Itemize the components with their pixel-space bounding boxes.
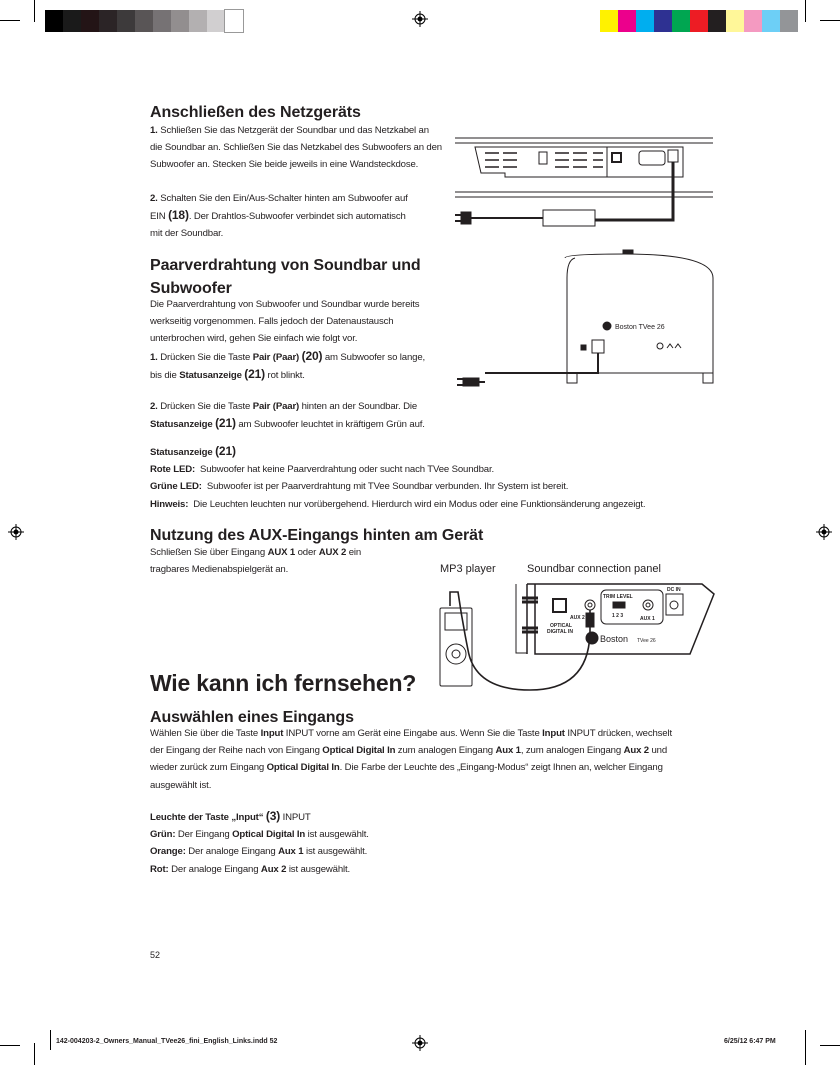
color-swatch	[744, 10, 762, 32]
color-swatch	[654, 10, 672, 32]
text: Schließen Sie das Netzgerät der Soundbar und das Netzkabel an die Soundbar an. Schließen Sie das Netzkabel des Subwoofers an den Subwoofer an. Stecken Sie beide jeweils in eine Wandsteckdose.	[150, 125, 442, 171]
text: rot blinkt.	[265, 369, 305, 381]
bold-text: Rote LED:	[150, 464, 196, 476]
bold-text: Hinweis:	[150, 498, 189, 510]
crop-mark	[805, 0, 806, 22]
section-heading-power: Anschließen des Netzgeräts	[150, 104, 361, 121]
text: INPUT	[282, 812, 311, 823]
reference-number: (18)	[168, 208, 189, 223]
bold-text: Aux 2	[623, 745, 649, 757]
text: Drücken Sie die Taste	[157, 401, 253, 412]
text: , zum analogen Eingang	[520, 745, 624, 757]
subwoofer-diagram	[455, 248, 717, 393]
color-swatch	[153, 10, 171, 32]
power-step-2	[150, 190, 408, 243]
text: Wählen Sie über die Taste	[150, 728, 261, 739]
text: oder	[295, 547, 319, 558]
mp3-player-label: MP3 player	[440, 563, 496, 575]
panel-brand: Boston	[600, 634, 629, 644]
input-instructions	[150, 725, 672, 794]
color-swatch	[672, 10, 690, 32]
text: Die Leuchten leuchten nur vorübergehend. Hierdurch wird ein Modus oder eine Funktionsänderung angezeigt.	[188, 498, 646, 510]
color-swatch	[63, 10, 81, 32]
panel-optical-label: OPTICAL	[550, 623, 572, 629]
bold-text: Rot:	[150, 863, 169, 875]
footer-filename: 142-004203-2_Owners_Manual_TVee26_fini_English_Links.indd 52	[56, 1038, 278, 1045]
crop-mark	[0, 1045, 20, 1046]
text: Der analoge Eingang	[185, 846, 279, 858]
registration-mark-icon	[412, 11, 428, 27]
color-swatch	[171, 10, 189, 32]
bold-text: 2.	[150, 193, 158, 204]
text: Die Paarverdrahtung von Subwoofer und Soundbar wurde bereits werkseitig vorgenommen. Falls jedoch der Datenaustausch unterbrochen wird, gehen Sie einfach wie folgt vor.	[150, 299, 420, 345]
input-led-legend	[150, 808, 369, 878]
panel-aux2-label: AUX 2	[570, 615, 585, 621]
text: am Subwoofer leuchtet in kräftigem Grün auf.	[235, 419, 425, 431]
color-swatch	[189, 10, 207, 32]
color-swatch	[618, 10, 636, 32]
panel-digital-in-label: DIGITAL IN	[547, 629, 573, 635]
svg-text:Boston TVee 26: Boston TVee 26	[615, 324, 665, 331]
page-heading-tv: Wie kann ich fernsehen?	[150, 670, 417, 696]
text: . Der Drahtlos-Subwoofer verbindet sich automatisch mit der Soundbar.	[150, 211, 406, 240]
bold-text: 1.	[150, 125, 158, 136]
section-heading-aux: Nutzung des AUX-Eingangs hinten am Gerät	[150, 527, 484, 544]
crop-mark	[34, 1043, 35, 1065]
pairing-step-2	[150, 398, 425, 433]
text: Drücken Sie die Taste	[157, 351, 253, 363]
panel-trim-label: TRIM LEVEL	[603, 594, 633, 600]
text: ist ausgewählt.	[307, 829, 369, 841]
color-swatch	[45, 10, 63, 32]
text: Der analoge Eingang	[168, 863, 261, 875]
bold-text: Optical Digital In	[232, 829, 306, 841]
color-swatch	[600, 10, 618, 32]
crop-mark	[0, 20, 20, 21]
bold-text: Leuchte der Taste „Input“	[150, 812, 266, 823]
bold-text: 2.	[150, 401, 158, 412]
text: ist ausgewählt.	[305, 846, 368, 858]
bold-text: Optical Digital In	[322, 745, 396, 757]
color-swatch	[708, 10, 726, 32]
bold-text: Aux 1	[495, 745, 521, 757]
crop-mark	[34, 0, 35, 22]
text: hinten an der Soundbar. Die	[301, 401, 418, 412]
registration-mark-icon	[816, 524, 832, 540]
reference-number: (21)	[244, 366, 266, 381]
text: . Die Farbe der Leuchte des „Eingang-Modus“ zeigt Ihnen an, welcher Eingang ausgewählt ist.	[150, 762, 663, 791]
divider	[50, 1030, 51, 1050]
aux-instructions	[150, 544, 361, 578]
footer-date: 6/25/12 6:47 PM	[724, 1038, 776, 1045]
pairing-intro-step-1	[150, 296, 425, 384]
bold-text: Statusanzeige	[150, 447, 216, 458]
panel-trim-numbers: 1 2 3	[612, 613, 624, 619]
text: und wieder zurück zum Eingang	[150, 745, 668, 774]
power-step-1	[150, 122, 442, 174]
text: Schließen Sie über Eingang	[150, 547, 268, 558]
text: Der Eingang	[175, 829, 233, 841]
bold-text: Input	[542, 728, 565, 739]
panel-aux1-label: AUX 1	[640, 616, 655, 622]
color-swatch	[81, 10, 99, 32]
bold-text: Statusanzeige	[179, 369, 242, 381]
bold-text: Grün:	[150, 829, 176, 841]
panel-dc-in-label: DC IN	[667, 587, 681, 593]
color-swatch	[207, 10, 225, 32]
aux-connection-diagram	[430, 580, 730, 692]
text: INPUT vorne am Gerät eine Eingabe aus. Wenn Sie die Taste	[283, 728, 543, 739]
color-swatch	[99, 10, 117, 32]
bold-text: Pair (Paar)	[252, 401, 300, 412]
soundbar-panel-label: Soundbar connection panel	[527, 563, 661, 575]
registration-mark-icon	[412, 1035, 428, 1051]
text: INPUT drücken, wechselt der Eingang der Reihe nach von Eingang	[150, 728, 672, 757]
color-swatch	[726, 10, 744, 32]
text: am Subwoofer so lange, bis die	[150, 351, 426, 381]
crop-mark	[820, 20, 840, 21]
reference-number: (3)	[265, 809, 281, 823]
section-heading-pairing: Paarverdrahtung von Soundbar und Subwoofer	[150, 257, 421, 297]
color-swatch	[780, 10, 798, 32]
bold-text: Optical Digital In	[266, 762, 340, 774]
bold-text: AUX 2	[318, 547, 347, 558]
text: ist ausgewählt.	[286, 863, 351, 875]
bold-text: Grüne LED:	[150, 481, 202, 493]
bold-text: AUX 1	[267, 547, 296, 558]
text: Subwoofer hat keine Paarverdrahtung oder sucht nach TVee Soundbar.	[200, 464, 494, 476]
soundbar-power-diagram	[455, 135, 717, 233]
color-swatch	[762, 10, 780, 32]
panel-model: TVee 26	[637, 638, 656, 644]
color-swatch	[225, 10, 243, 32]
text: zum analogen Eingang	[395, 745, 496, 757]
section-heading-input: Auswählen eines Eingangs	[150, 709, 354, 726]
reference-number: (21)	[215, 444, 236, 458]
text: ein tragbares Medienabspielgerät an.	[150, 547, 362, 576]
bold-text: Aux 2	[260, 863, 287, 875]
bold-text: 1.	[150, 351, 158, 363]
bold-text: Aux 1	[278, 846, 304, 858]
bold-text: Input	[260, 728, 284, 739]
bold-text: Statusanzeige	[150, 419, 213, 431]
registration-mark-icon	[8, 524, 24, 540]
bold-text: Pair (Paar)	[252, 351, 300, 363]
page-number: 52	[150, 950, 161, 960]
crop-mark	[820, 1045, 840, 1046]
status-led-legend	[150, 443, 645, 513]
color-swatch	[117, 10, 135, 32]
color-swatch	[636, 10, 654, 32]
color-swatch	[690, 10, 708, 32]
text: Subwoofer ist per Paarverdrahtung mit TVee Soundbar verbunden. Ihr System ist bereit.	[206, 481, 569, 493]
reference-number: (21)	[215, 416, 236, 431]
color-swatch	[135, 10, 153, 32]
reference-number: (20)	[301, 348, 323, 363]
text: Schalten Sie den Ein/Aus-Schalter hinten am Subwoofer auf EIN	[150, 193, 408, 223]
divider	[805, 1030, 806, 1050]
bold-text: Orange:	[150, 846, 186, 858]
